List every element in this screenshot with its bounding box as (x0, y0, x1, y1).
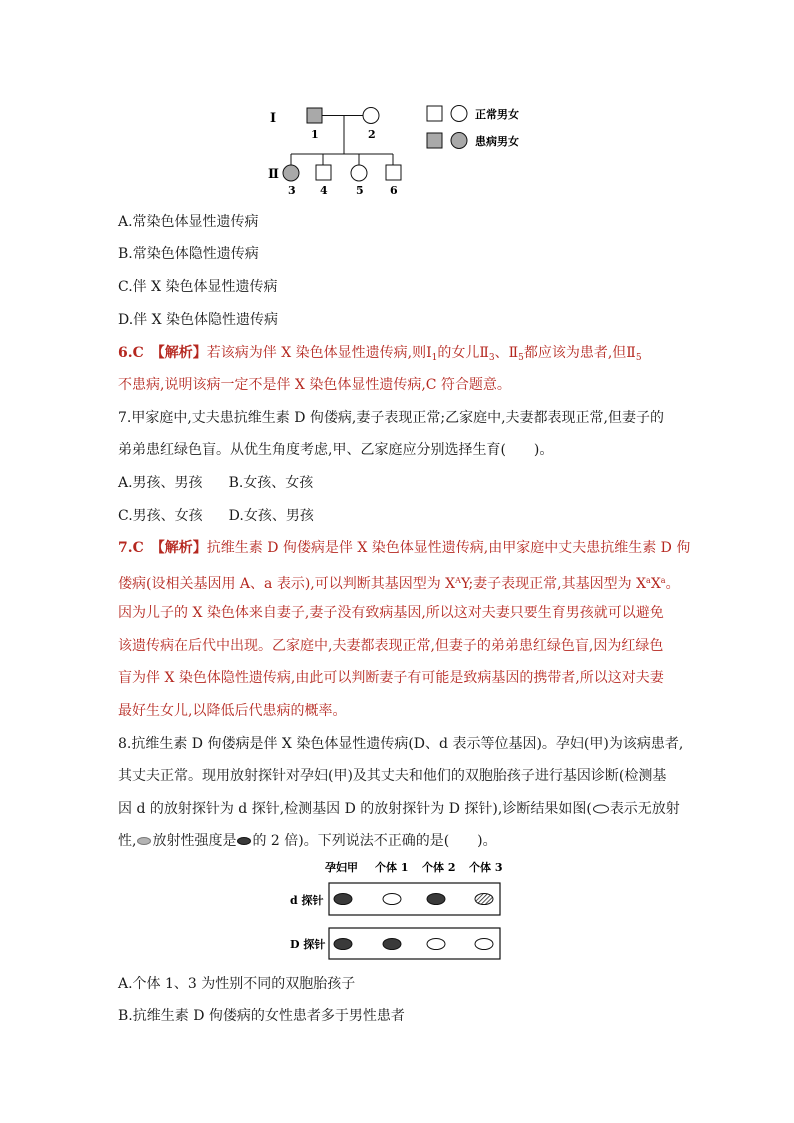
q7-answer-line-1 (118, 538, 690, 558)
q7-stem-line-2: 弟弟患红绿色盲。从优生角度考虑,甲、乙家庭应分别选择生育( )。 (118, 442, 554, 458)
legend-normal-label: 正常男女 (475, 108, 519, 121)
q7-answer-line-2 (118, 571, 680, 594)
q7-option-c: C.男孩、女孩 (118, 508, 203, 524)
q6-answer-line-1 (118, 343, 642, 368)
d-probe-band-1-dark (334, 894, 352, 905)
q6-sub-4: 5 (635, 353, 642, 363)
number-1: 1 (311, 128, 319, 141)
q5-option-b: B.常染色体隐性遗传病 (118, 246, 259, 262)
number-6: 6 (390, 184, 398, 197)
q7-stem-line-1: 7.甲家庭中,丈夫患抗维生素 D 佝偻病,妻子表现正常;乙家庭中,夫妻都表现正常,但妻子的 (118, 410, 664, 426)
individual-2-normal-female (363, 108, 379, 124)
q7-answer-head: 7.C 【解析】 (118, 540, 207, 556)
individual-5-normal-female (351, 165, 367, 181)
q8-option-b: B.抗维生素 D 佝偻病的女性患者多于男性患者 (118, 1008, 405, 1024)
q6-sub-1: 1 (431, 353, 438, 363)
q7-answer-line-4: 该遗传病在后代中出现。乙家庭中,夫妻都表现正常,但妻子的弟弟患红绿色盲,因为红绿色 (118, 638, 664, 654)
legend-affected-male-icon (427, 133, 442, 148)
light-band-icon (136, 836, 152, 846)
legend-affected-label: 患病男女 (475, 135, 519, 148)
q7-options-row-2 (118, 506, 314, 526)
q8-text-3a: 因 d 的放射探针为 d 探针,检测基因 D 的放射探针为 D 探针),诊断结果如图( (118, 801, 592, 817)
q6-sub-2: 3 (488, 353, 495, 363)
d-probe-band-2-empty (383, 894, 401, 905)
q5-option-c: C.伴 X 染色体显性遗传病 (118, 279, 278, 295)
q6-answer-line-2: 不患病,说明该病一定不是伴 X 染色体显性遗传病,C 符合题意。 (118, 377, 511, 393)
q6-text-a: 若该病为伴 X 染色体显性遗传病,则Ⅰ (206, 345, 432, 361)
q8-option-a: A.个体 1、3 为性别不同的双胞胎孩子 (118, 976, 356, 992)
q7-option-b: B.女孩、女孩 (228, 475, 314, 491)
generation-1-label: Ⅰ (270, 111, 277, 126)
q7-answer-line-5: 盲为伴 X 染色体隐性遗传病,由此可以判断妻子有可能是致病基因的携带者,所以这对夫妻 (118, 670, 664, 686)
q7-options-row-1 (118, 473, 313, 493)
individual-6-normal-male (386, 165, 401, 180)
number-5: 5 (356, 184, 364, 197)
column-label-individual-1: 个体 1 (375, 861, 409, 874)
q6-answer-head: 6.C 【解析】 (118, 345, 207, 361)
q7-sup-3: a (660, 576, 666, 585)
q5-option-d: D.伴 X 染色体隐性遗传病 (118, 312, 279, 328)
row-label-D-probe: D 探针 (290, 938, 326, 951)
d-probe-band-4-hatched (475, 894, 493, 905)
legend-normal-female-icon (451, 106, 467, 122)
q8-text-4a: 性, (118, 833, 137, 849)
D-probe-band-4-empty (475, 939, 493, 950)
q5-option-a: A.常染色体显性遗传病 (118, 214, 259, 230)
D-probe-band-1-dark (334, 939, 352, 950)
q7-text-c: X (650, 576, 661, 592)
q7-sup-1: A (455, 576, 461, 585)
number-3: 3 (288, 184, 296, 197)
empty-band-icon (592, 804, 610, 814)
q7-text-b: Y;妻子表现正常,其基因型为 X (460, 576, 647, 592)
q7-sup-2: a (646, 576, 651, 585)
q7-answer-line-3: 因为儿子的 X 染色体来自妻子,妻子没有致病基因,所以这对夫妻只要生育男孩就可以避免 (118, 605, 664, 621)
number-4: 4 (320, 184, 328, 197)
q6-text-b: 的女儿Ⅱ (437, 345, 489, 361)
legend-affected-female-icon (451, 133, 467, 149)
column-label-individual-2: 个体 2 (422, 861, 456, 874)
q7-answer-line-6: 最好生女儿,以降低后代患病的概率。 (118, 703, 347, 719)
generation-2-label: Ⅱ (268, 167, 279, 182)
individual-1-affected-male (307, 108, 322, 123)
row-label-d-probe: d 探针 (290, 894, 324, 907)
q7-answer-text-1: 抗维生素 D 佝偻病是伴 X 染色体显性遗传病,由甲家庭中丈夫患抗维生素 D 佝 (206, 540, 691, 556)
individual-3-affected-female (283, 165, 299, 181)
q8-stem-line-2: 其丈夫正常。现用放射探针对孕妇(甲)及其丈夫和他们的双胞胎孩子进行基因诊断(检测基 (118, 768, 667, 784)
q6-sub-3: 5 (518, 353, 524, 363)
legend-normal-male-icon (427, 106, 442, 121)
q6-text-d: 都应该为患者,但Ⅱ (523, 345, 636, 361)
q8-text-4c: 的 2 倍)。下列说法不正确的是( )。 (252, 833, 497, 849)
d-probe-band-3-dark (427, 894, 445, 905)
q8-stem-line-3 (118, 799, 680, 819)
q8-stem-line-4 (118, 831, 497, 851)
q8-stem-line-1: 8.抗维生素 D 佝偻病是伴 X 染色体显性遗传病(D、d 表示等位基因)。孕妇(甲)为该病患者, (118, 736, 684, 752)
D-probe-strip (329, 928, 500, 959)
number-2: 2 (368, 128, 376, 141)
column-label-individual-3: 个体 3 (469, 861, 503, 874)
q7-text-a: 偻病(设相关基因用 A、a 表示),可以判断其基因型为 X (118, 576, 456, 592)
q7-text-d: 。 (665, 576, 680, 592)
D-probe-band-2-dark (383, 939, 401, 950)
q8-text-3b: 表示无放射 (609, 801, 680, 817)
column-label-pregnant-a: 孕妇甲 (325, 861, 358, 874)
D-probe-band-3-empty (427, 939, 445, 950)
q6-text-c: 、Ⅱ (494, 345, 519, 361)
individual-4-normal-male (316, 165, 331, 180)
q8-text-4b: 放射性强度是 (152, 833, 237, 849)
q7-option-a: A.男孩、男孩 (118, 475, 203, 491)
q7-option-d: D.女孩、男孩 (228, 508, 314, 524)
dark-band-icon (236, 836, 252, 846)
probe-diagram (285, 858, 505, 966)
d-probe-strip (329, 883, 500, 915)
pedigree-chart (262, 100, 542, 200)
